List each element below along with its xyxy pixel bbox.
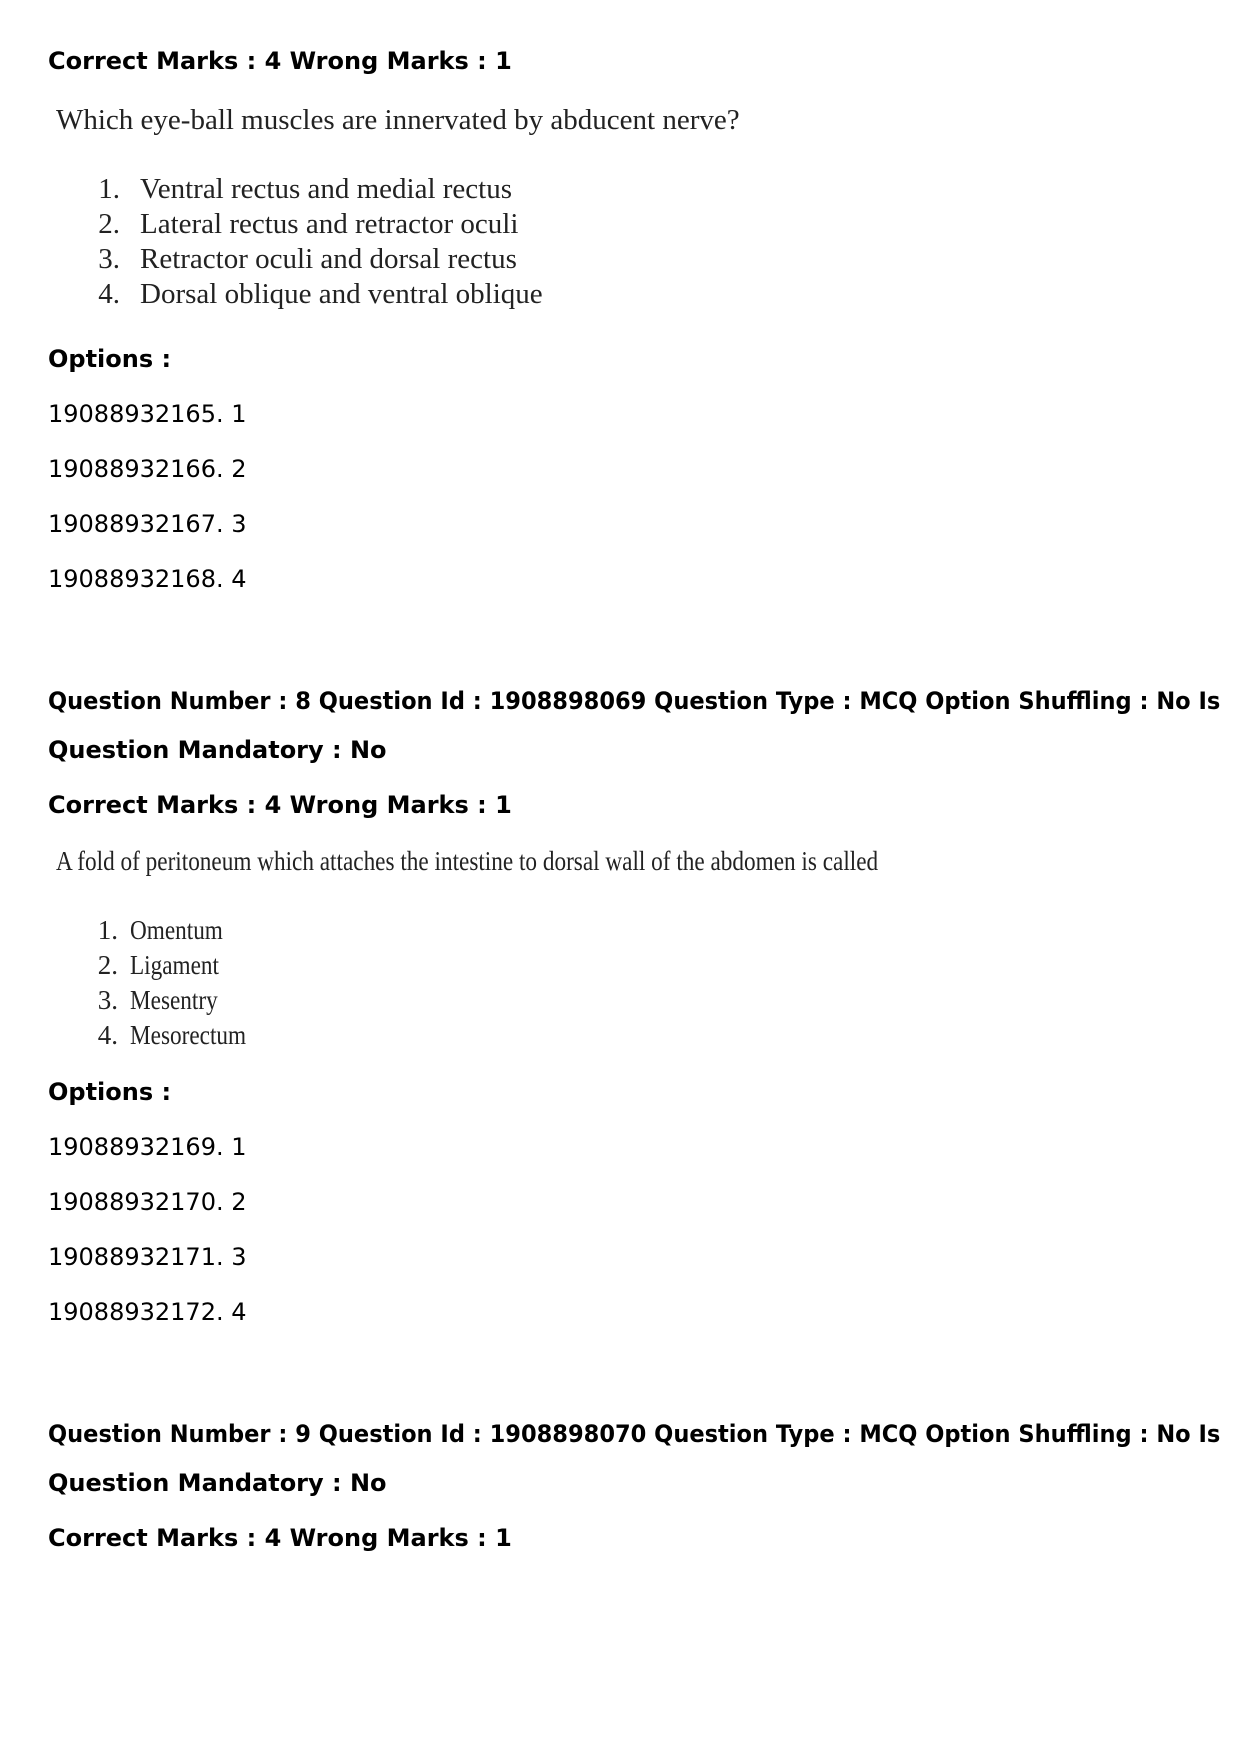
marks-line: Correct Marks : 4 Wrong Marks : 1 bbox=[48, 791, 512, 819]
option-item: 19088932167. 3 bbox=[48, 510, 247, 538]
question-header: Question Number : 8 Question Id : 1908898069 Question Type : MCQ Option Shuffling : No Is bbox=[48, 687, 1221, 715]
question-mandatory: Question Mandatory : No bbox=[48, 1469, 387, 1497]
option-item: 19088932170. 2 bbox=[48, 1188, 247, 1216]
option-item: 19088932165. 1 bbox=[48, 400, 247, 428]
option-item: 19088932171. 3 bbox=[48, 1243, 247, 1271]
question-text: A fold of peritoneum which attaches the intestine to dorsal wall of the abdomen is called bbox=[56, 846, 879, 876]
option-item: 19088932172. 4 bbox=[48, 1298, 247, 1326]
option-item: 19088932168. 4 bbox=[48, 565, 247, 593]
options-label: Options : bbox=[48, 1078, 172, 1106]
option-item: 19088932166. 2 bbox=[48, 455, 247, 483]
marks-line: Correct Marks : 4 Wrong Marks : 1 bbox=[48, 1524, 512, 1552]
document-page: Correct Marks : 4 Wrong Marks : 1 Which eye-ball muscles are innervated by abducent nerve? 1. Ventral rectus and medial rectus 2. Lateral rectus and retractor oculi 3. Retractor oculi and dorsal rectus 4. Dorsal oblique and ventral oblique Options : 19088932165. 1 19088932166. 2 19088932167. 3 19088932168. 4 Question Number : 8 Question Id : 1908898069 Question Type : MCQ Option Shuffling : No Is Question Mandatory : No Correct Marks : 4 Wrong Marks : 1 A fold of peritoneum which attaches the intestine to dorsal wall of the abdomen is called 1. Omentum 2. Ligament 3. Mesentry 4. Mesorectum Options : 19088932169. 1 19088932170. 2 19088932171. 3 19088932172. 4 Question Number : 9 Question Id : 1908898070 Question Type : MCQ Option Shuffling : No Is Question Mandatory : No Correct Marks : 4 Wrong Marks : 1 bbox=[48, 47, 1221, 1552]
options-label: Options : bbox=[48, 345, 172, 373]
question-mandatory: Question Mandatory : No bbox=[48, 736, 387, 764]
option-item: 19088932169. 1 bbox=[48, 1133, 247, 1161]
question-header: Question Number : 9 Question Id : 1908898070 Question Type : MCQ Option Shuffling : No Is bbox=[48, 1420, 1221, 1448]
marks-line: Correct Marks : 4 Wrong Marks : 1 bbox=[48, 47, 512, 75]
question-text: Which eye-ball muscles are innervated by abducent nerve? bbox=[56, 104, 740, 136]
